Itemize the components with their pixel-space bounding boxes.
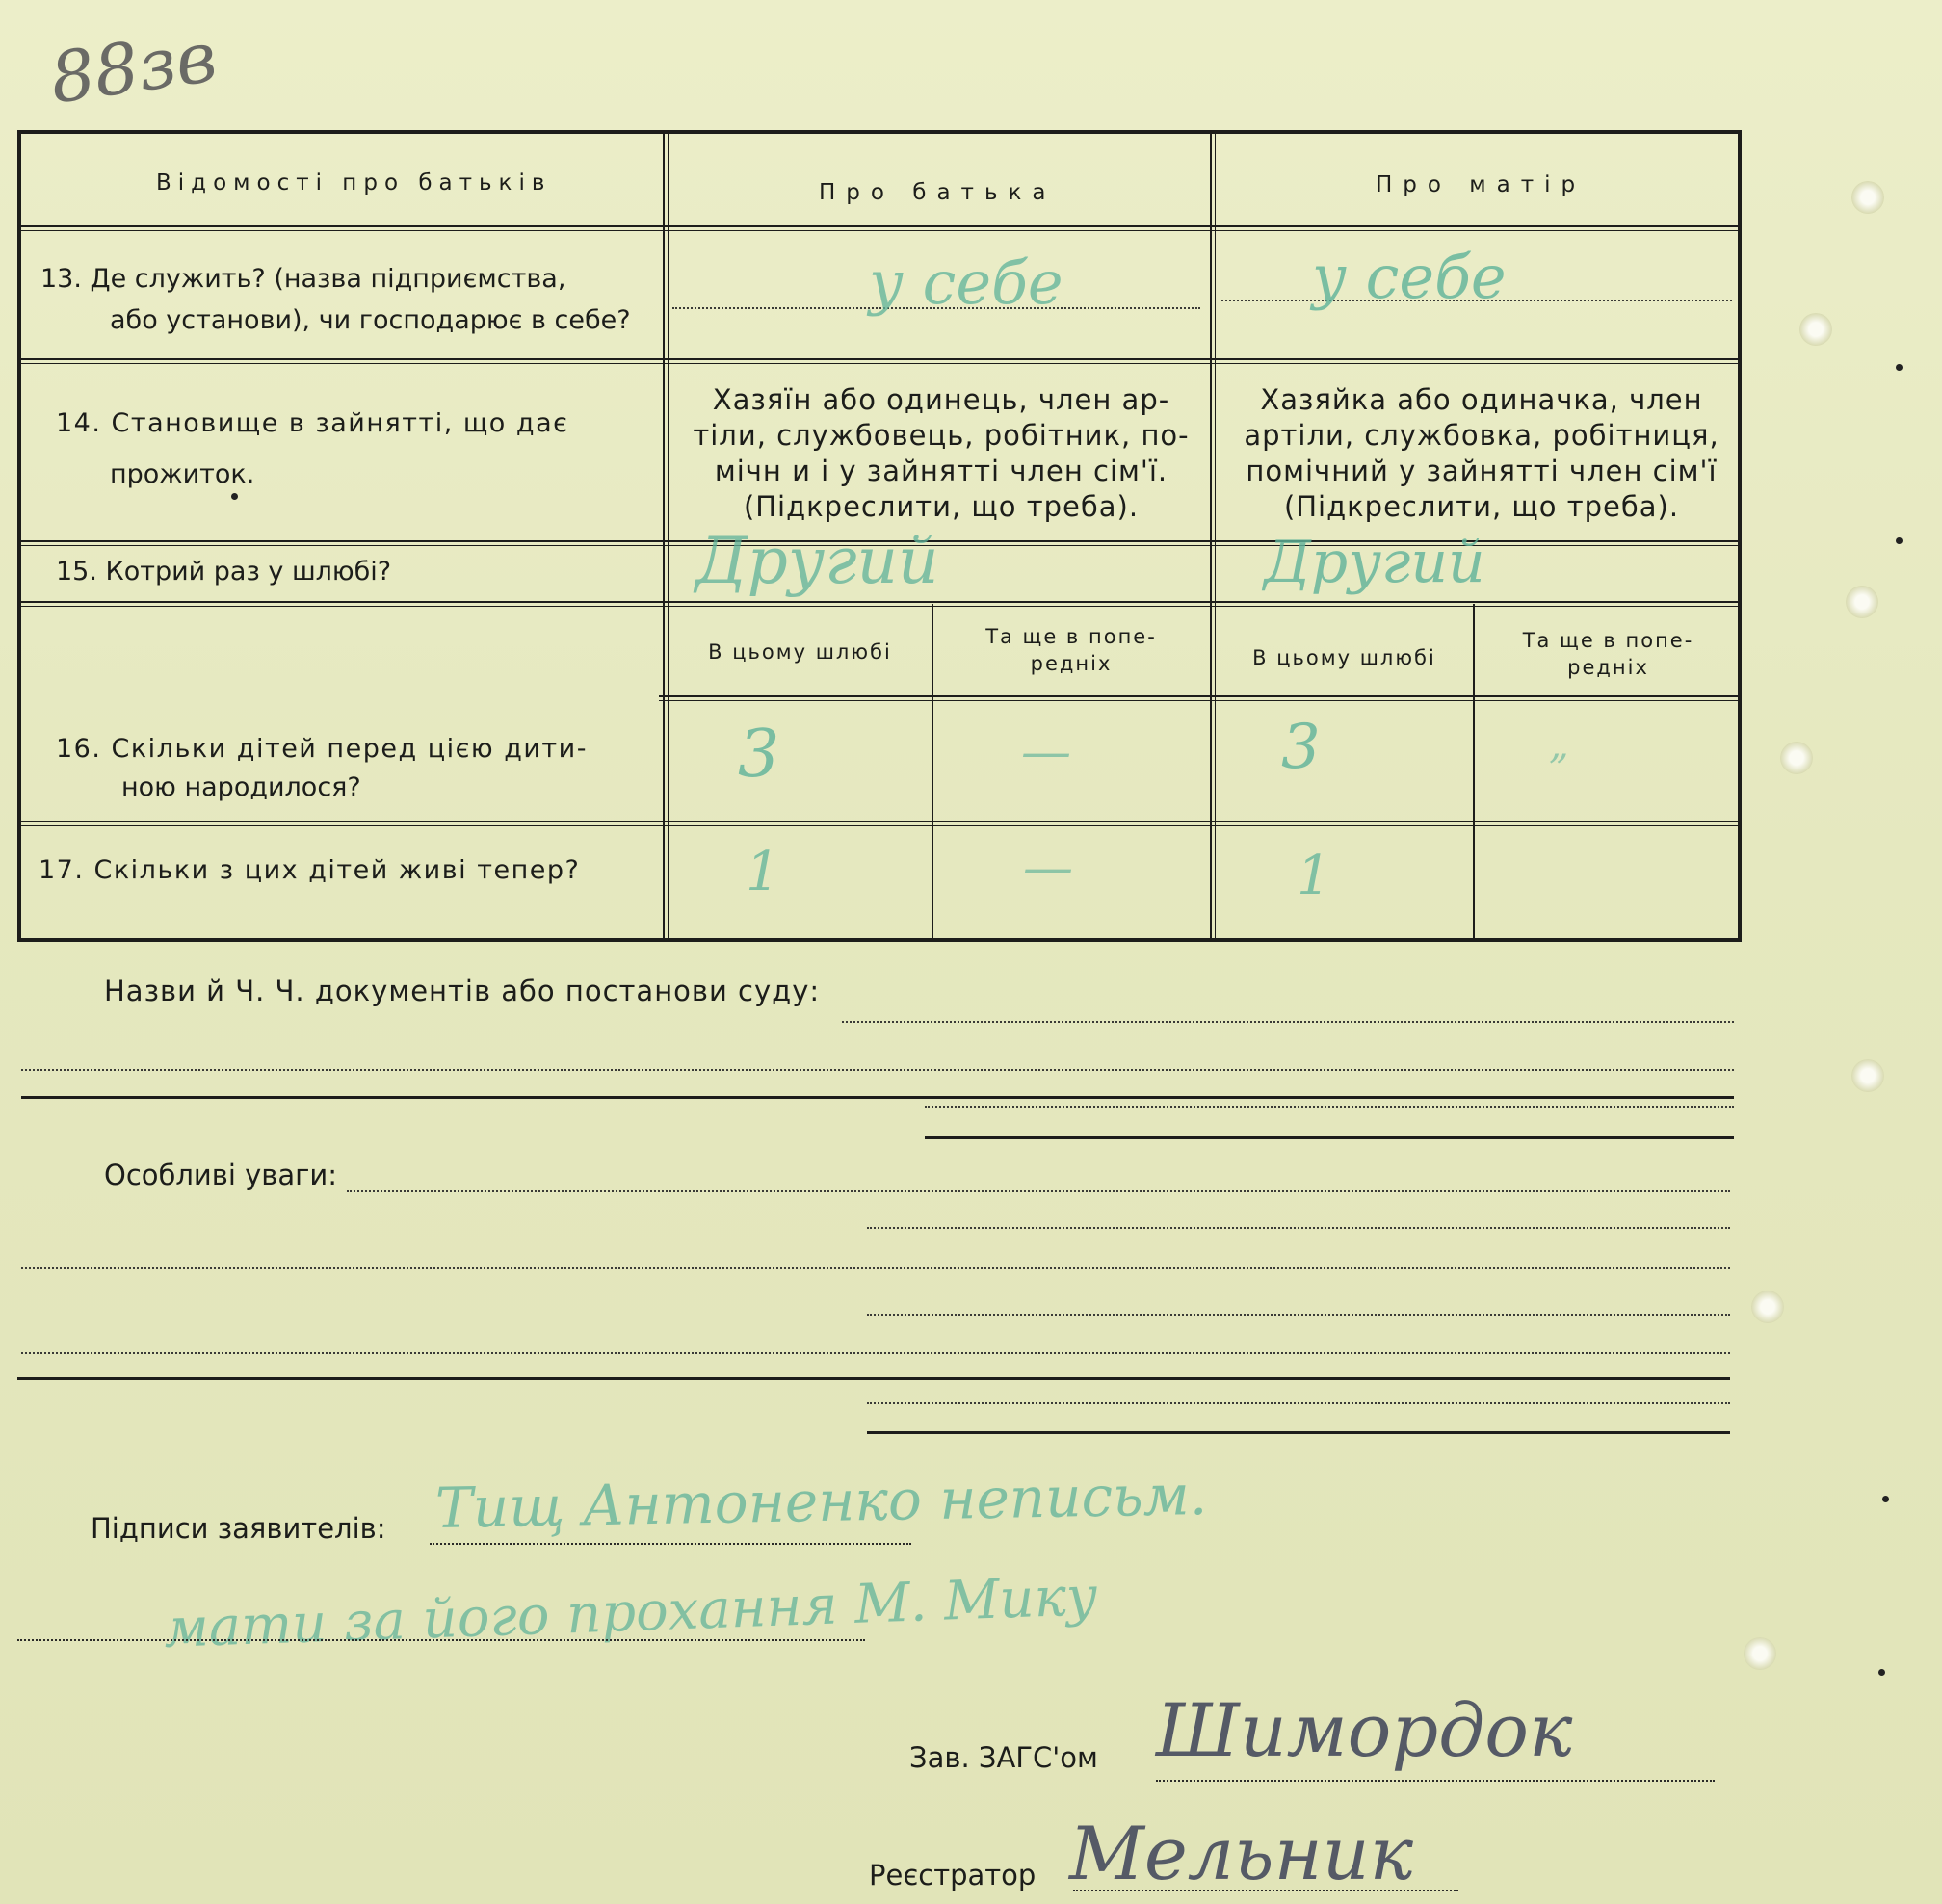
documents-dotline-3 bbox=[925, 1106, 1734, 1108]
mother-option-line: (Підкреслити, що треба). bbox=[1283, 490, 1680, 523]
vrule-sub-father bbox=[932, 604, 933, 938]
head-signature: Шимордок bbox=[1156, 1687, 1573, 1773]
rule-15 bbox=[21, 601, 1738, 607]
notes-rule bbox=[17, 1377, 1730, 1380]
punch-hole bbox=[1851, 181, 1884, 214]
notes-label: Особливі уваги: bbox=[104, 1159, 338, 1191]
applicant-signature-line2: мати за його прохання М. Мику bbox=[163, 1565, 1099, 1660]
notes-dotline-1 bbox=[347, 1190, 1730, 1192]
head-signature-underline bbox=[1156, 1780, 1715, 1782]
notes-dotline-2b bbox=[867, 1314, 1730, 1316]
punch-hole bbox=[1751, 1291, 1784, 1323]
signatures-label: Підписи заявителів: bbox=[91, 1512, 386, 1545]
punch-hole bbox=[1846, 586, 1878, 618]
ink-speck bbox=[1896, 537, 1903, 544]
rule-16 bbox=[21, 821, 1738, 826]
q15-father-answer: Другий bbox=[695, 524, 939, 598]
applicant-signature-underline-2 bbox=[17, 1639, 865, 1641]
q17-father-this: 1 bbox=[746, 841, 780, 903]
archive-mark: 88зв bbox=[44, 15, 222, 119]
parents-info-table bbox=[17, 130, 1742, 942]
registrar-signature-underline bbox=[1073, 1890, 1458, 1891]
applicant-signature-underline bbox=[430, 1543, 911, 1545]
notes-dotline-3 bbox=[21, 1352, 1730, 1354]
sub-header-father-this: В цьому шлюбі bbox=[708, 640, 892, 664]
sub-header-father-prev bbox=[941, 623, 1201, 677]
documents-label: Назви й Ч. Ч. документів або постанови суду: bbox=[104, 975, 821, 1007]
registrar-signature: Мельник bbox=[1069, 1811, 1413, 1896]
rule-16-sub bbox=[659, 695, 1738, 701]
father-option-line: тіли, службовець, робітник, по- bbox=[693, 419, 1190, 452]
q14-father-options bbox=[686, 382, 1196, 525]
q17-father-prev: — bbox=[1023, 839, 1073, 897]
documents-dotline-2 bbox=[21, 1069, 1734, 1071]
ink-speck bbox=[1882, 1496, 1889, 1502]
q16-line1: 16. Скільки дітей перед цією дити- bbox=[56, 734, 588, 764]
vrule-1 bbox=[663, 134, 669, 938]
vrule-2 bbox=[1210, 134, 1216, 938]
punch-hole bbox=[1799, 313, 1832, 346]
header-father: Про батька bbox=[819, 180, 1057, 205]
q16-line2: ною народилося? bbox=[121, 772, 361, 802]
documents-dotline-1 bbox=[842, 1021, 1734, 1023]
notes-rule-2 bbox=[867, 1431, 1730, 1434]
head-label: Зав. ЗАГС'ом bbox=[909, 1741, 1098, 1774]
mother-option-line: помічний у зайнятті член сім'ї bbox=[1246, 455, 1718, 487]
registrar-label: Реєстратор bbox=[869, 1859, 1037, 1891]
ink-speck bbox=[1878, 1669, 1885, 1676]
q13-line1: 13. Де служить? (назва підприємства, bbox=[40, 264, 566, 294]
mother-option-line: Хазяйка або одиначка, член bbox=[1260, 383, 1703, 416]
sub-header-mother-prev bbox=[1481, 627, 1736, 681]
q13-mother-answer: у себе bbox=[1312, 242, 1507, 312]
header-mother: Про матір bbox=[1376, 172, 1587, 197]
rule-13 bbox=[21, 358, 1738, 364]
notes-dotline-4 bbox=[867, 1402, 1730, 1404]
q17-question: 17. Скільки з цих дітей живі тепер? bbox=[39, 855, 581, 885]
vrule-sub-mother bbox=[1473, 604, 1475, 938]
q16-mother-prev: „ bbox=[1549, 723, 1569, 768]
mother-option-line: артіли, службовка, робітниця, bbox=[1244, 419, 1719, 452]
q16-father-prev: — bbox=[1021, 723, 1071, 781]
q16-mother-this: 3 bbox=[1281, 712, 1321, 783]
sub-header-mother-this: В цьому шлюбі bbox=[1252, 646, 1436, 669]
q15-mother-answer: Другий bbox=[1264, 529, 1485, 596]
q14-line2: прожиток. bbox=[110, 459, 255, 489]
father-option-line: (Підкреслити, що треба). bbox=[743, 490, 1140, 523]
father-option-line: мічн и і у зайнятті член сім'ї. bbox=[714, 455, 1168, 487]
applicant-signature-line1: Тищ Антоненко неписьм. bbox=[434, 1462, 1208, 1541]
sub-header-father-prev-text: Та ще в попе- редніх bbox=[985, 625, 1157, 675]
q14-mother-options bbox=[1231, 382, 1732, 525]
rule-header bbox=[21, 225, 1738, 231]
documents-rule-2 bbox=[925, 1136, 1734, 1139]
q17-mother-this: 1 bbox=[1297, 845, 1331, 907]
punch-hole bbox=[1851, 1059, 1884, 1092]
q14-line1: 14. Становище в зайнятті, що дає bbox=[56, 408, 569, 438]
sub-header-mother-prev-text: Та ще в попе- редніх bbox=[1522, 629, 1694, 679]
q13-line2: або установи), чи господарює в себе? bbox=[110, 305, 631, 335]
notes-dotline-2 bbox=[21, 1267, 1730, 1269]
documents-rule bbox=[21, 1096, 1734, 1099]
father-option-line: Хазяїн або одинець, член ар- bbox=[712, 383, 1170, 416]
header-info: Відомості про батьків bbox=[156, 170, 552, 196]
q15-question: 15. Котрий раз у шлюбі? bbox=[56, 557, 392, 587]
q13-father-answer: у себе bbox=[869, 248, 1063, 318]
punch-hole bbox=[1744, 1637, 1776, 1670]
ink-speck bbox=[1896, 364, 1903, 371]
notes-dotline-1b bbox=[867, 1227, 1730, 1229]
q16-father-this: 3 bbox=[738, 717, 780, 793]
punch-hole bbox=[1780, 742, 1813, 774]
